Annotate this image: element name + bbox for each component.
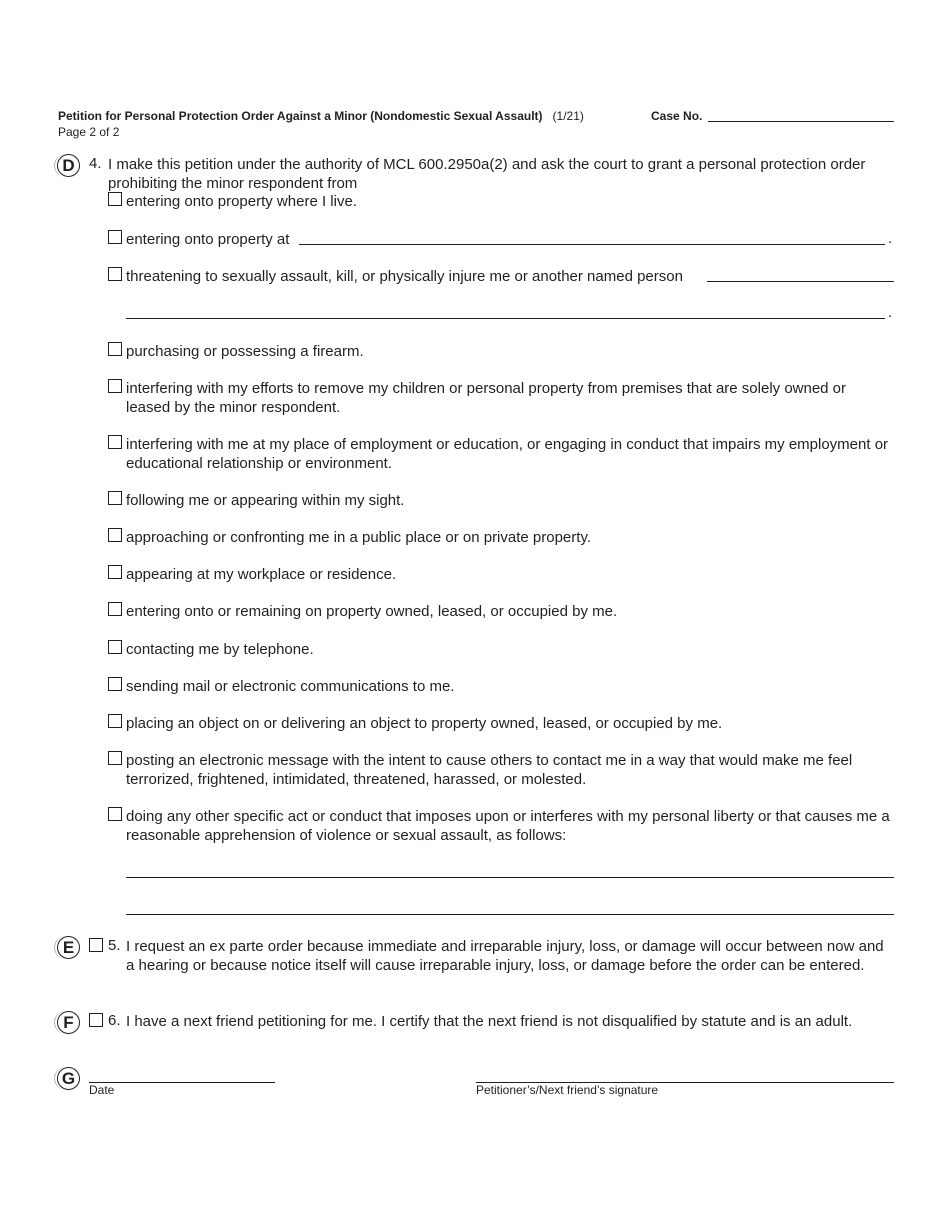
checkbox-remove-children-property[interactable] <box>108 379 122 393</box>
option-approaching: approaching or confronting me in a public place or on private property. <box>126 529 591 546</box>
checkbox-next-friend[interactable] <box>89 1013 103 1027</box>
checkbox-mail-electronic[interactable] <box>108 677 122 691</box>
other-conduct-field-line-1[interactable] <box>126 877 894 878</box>
option-telephone: contacting me by telephone. <box>126 641 314 658</box>
checkbox-placing-object[interactable] <box>108 714 122 728</box>
item-6-number: 6. <box>108 1012 121 1029</box>
checkbox-employment-education[interactable] <box>108 435 122 449</box>
checkbox-property-at[interactable] <box>108 230 122 244</box>
date-label: Date <box>89 1083 115 1097</box>
section-d-marker: D <box>57 154 80 177</box>
checkbox-workplace-residence[interactable] <box>108 565 122 579</box>
case-number-label: Case No. <box>651 109 703 123</box>
option-firearm: purchasing or possessing a firearm. <box>126 343 364 360</box>
option-placing-object: placing an object on or delivering an object to property owned, leased, or occupied by me. <box>126 715 723 732</box>
period: . <box>888 230 893 247</box>
option-threatening: threatening to sexually assault, kill, or physically injure me or another named person <box>126 268 683 285</box>
named-person-field[interactable] <box>707 281 894 282</box>
form-header <box>58 109 894 139</box>
checkbox-following[interactable] <box>108 491 122 505</box>
option-workplace-residence: appearing at my workplace or residence. <box>126 566 397 583</box>
option-remaining-on-property: entering onto or remaining on property owned, leased, or occupied by me. <box>126 603 618 620</box>
item-5-text: I request an ex parte order because immediate and irreparable injury, loss, or damage will occur between now and a hearing or because notice itself will cause irreparable injury, loss, or damage before the order can be entered. <box>126 938 884 974</box>
case-number-field[interactable] <box>708 121 894 122</box>
form-title: Petition for Personal Protection Order Against a Minor (Nondomestic Sexual Assault) <box>58 109 543 123</box>
section-e-marker: E <box>57 936 80 959</box>
checkbox-remaining-on-property[interactable] <box>108 602 122 616</box>
option-mail-electronic: sending mail or electronic communications to me. <box>126 678 455 695</box>
date-field[interactable] <box>89 1082 275 1083</box>
signature-label: Petitioner’s/Next friend’s signature <box>476 1083 659 1097</box>
option-other-conduct: doing any other specific act or conduct that imposes upon or interferes with my personal liberty or that causes me a reasonable apprehension of violence or sexual assault, as follows: <box>126 808 890 844</box>
checkbox-approaching[interactable] <box>108 528 122 542</box>
item-4-number: 4. <box>89 155 102 172</box>
item-6-text: I have a next friend petitioning for me. I certify that the next friend is not disqualified by statute and is an adult. <box>126 1013 853 1030</box>
page-number: Page 2 of 2 <box>58 125 120 139</box>
checkbox-ex-parte[interactable] <box>89 938 103 952</box>
period: . <box>888 304 893 321</box>
checkbox-other-conduct[interactable] <box>108 807 122 821</box>
form-revision: (1/21) <box>552 109 584 123</box>
checkbox-electronic-message[interactable] <box>108 751 122 765</box>
item-4-text: I make this petition under the authority of MCL 600.2950a(2) and ask the court to grant a personal protection order prohibiting the minor respondent from <box>108 156 866 192</box>
checkbox-property-where-i-live[interactable] <box>108 192 122 206</box>
option-employment-education: interfering with me at my place of employment or education, or engaging in conduct that impairs my employment or educational relationship or environment. <box>126 436 889 472</box>
option-remove-children-property: interfering with my efforts to remove my children or personal property from premises that are solely owned or leased by the minor respondent. <box>126 380 847 416</box>
section-g-marker: G <box>57 1067 80 1090</box>
option-property-where-i-live: entering onto property where I live. <box>126 193 357 210</box>
option-property-at: entering onto property at <box>126 231 290 248</box>
option-electronic-message: posting an electronic message with the intent to cause others to contact me in a way that would make me feel terrorized, frightened, intimidated, threatened, harassed, or molested. <box>126 752 853 788</box>
named-person-field-continued[interactable] <box>126 318 885 319</box>
checkbox-firearm[interactable] <box>108 342 122 356</box>
checkbox-threatening[interactable] <box>108 267 122 281</box>
property-address-field[interactable] <box>299 244 885 245</box>
option-following: following me or appearing within my sight. <box>126 492 405 509</box>
other-conduct-field-line-2[interactable] <box>126 914 894 915</box>
section-f-marker: F <box>57 1011 80 1034</box>
item-5-number: 5. <box>108 937 121 954</box>
checkbox-telephone[interactable] <box>108 640 122 654</box>
